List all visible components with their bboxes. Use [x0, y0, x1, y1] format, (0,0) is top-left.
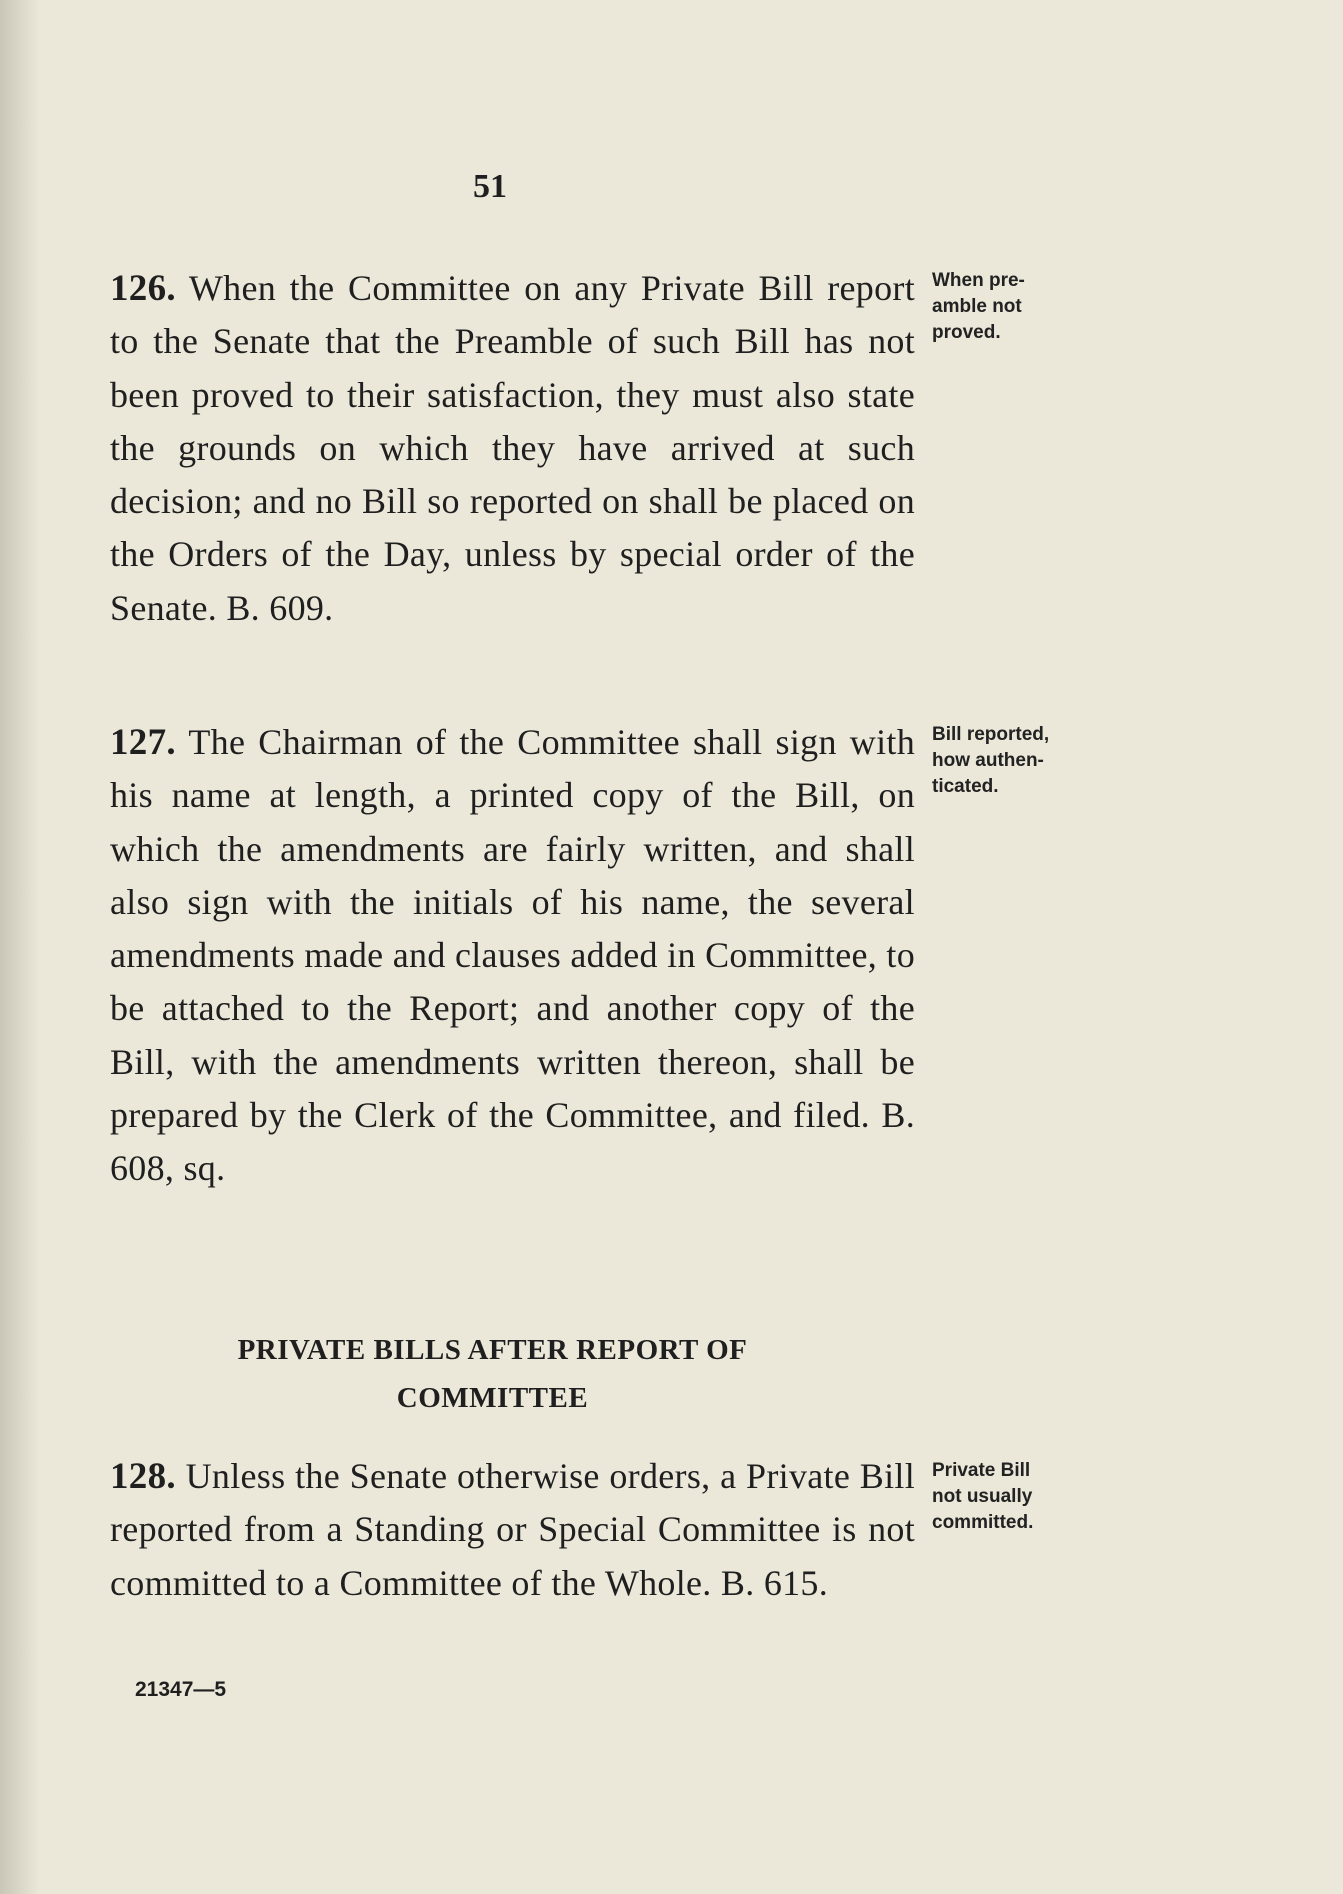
margin-note-line: committed. — [932, 1512, 1034, 1533]
margin-note-line: Bill reported, — [932, 724, 1050, 745]
margin-note-128 — [932, 1458, 1033, 1536]
section-paragraph — [70, 716, 915, 1196]
section-number: 127. — [110, 722, 176, 763]
section-126 — [70, 262, 915, 635]
section-number: 128. — [110, 1456, 176, 1497]
margin-note-126 — [932, 268, 1025, 346]
margin-note-line: When pre- — [932, 270, 1025, 291]
page-edge-shadow — [0, 0, 40, 1894]
margin-note-line: proved. — [932, 322, 1001, 343]
margin-note-line: amble not — [932, 296, 1022, 317]
section-128 — [70, 1450, 915, 1610]
section-paragraph — [70, 262, 915, 635]
margin-note-127 — [932, 722, 1049, 800]
margin-note-line: ticated. — [932, 776, 999, 797]
printer-signature-code: 21347—5 — [135, 1678, 227, 1701]
section-127 — [70, 716, 915, 1196]
section-number: 126. — [110, 268, 176, 309]
section-heading — [70, 1326, 915, 1422]
heading-line: COMMITTEE — [396, 1382, 589, 1414]
margin-note-line: not usually — [932, 1486, 1033, 1507]
section-paragraph — [70, 1450, 915, 1610]
margin-note-line: how authen- — [932, 750, 1044, 771]
page-number: 51 — [473, 168, 507, 205]
section-text: When the Committee on any Private Bill report to the Senate that the Preamble of such Bill has not been proved to their satisfaction, they must also state the grounds on which they have arrived at such decision; and no Bill so reported on shall be placed on the Orders of the Day, unless by special order of the Senate. B. 609. — [110, 268, 915, 628]
heading-line: PRIVATE BILLS AFTER REPORT OF — [237, 1334, 748, 1366]
section-text: The Chairman of the Committee shall sign with his name at length, a printed copy of the Bill, on which the amendments are fairly written, and shall also sign with the initials of his name, the several amendments made and clauses added in Committee, to be attached to the Report; and another copy of the Bill, with the amendments written thereon, shall be prepared by the Clerk of the Committee, and filed. B. 608, sq. — [110, 722, 915, 1189]
margin-note-line: Private Bill — [932, 1460, 1031, 1481]
section-text: Unless the Senate otherwise orders, a Private Bill reported from a Standing or Special Committee is not committed to a Committee of the Whole. B. 615. — [110, 1456, 915, 1603]
